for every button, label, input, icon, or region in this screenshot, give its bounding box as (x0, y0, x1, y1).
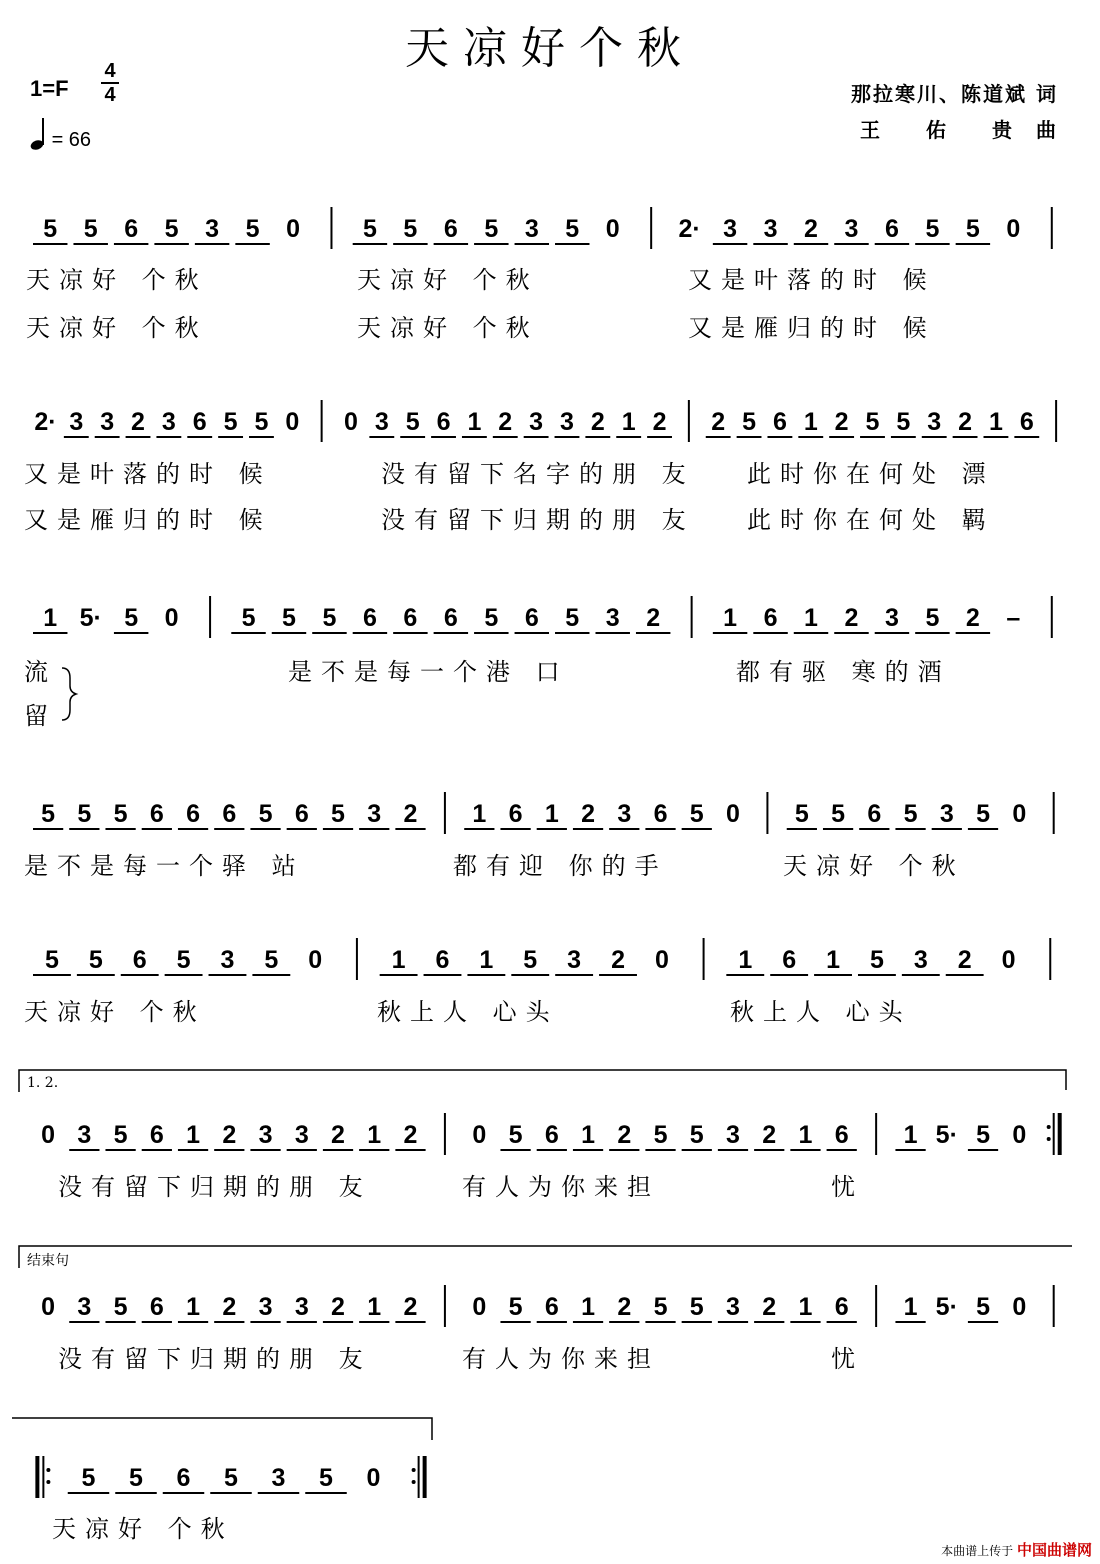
note: 3 (605, 604, 620, 632)
note: 5 (976, 1293, 990, 1321)
lyric-phrase: 有人为你来担 (462, 1173, 660, 1201)
note: 3 (726, 1293, 740, 1321)
lyric-brace (62, 668, 76, 720)
lyric-phrase: 没有留下名字的朋 友 (381, 460, 695, 488)
lyric-phrase: 又是叶落的时 候 (688, 266, 936, 294)
note: 6 (1019, 408, 1034, 436)
note: 2 (131, 408, 145, 436)
note: 3 (723, 215, 738, 243)
note: 0 (472, 1293, 487, 1321)
repeat-dot (412, 1480, 416, 1484)
lyric-phrase: 天凉好 个秋 (357, 314, 539, 342)
repeat-dot (1047, 1137, 1051, 1141)
lyric-phrase: 没有留下归期的朋 友 (58, 1173, 372, 1201)
note: 6 (436, 408, 451, 436)
volta-label: 1. 2. (27, 1075, 59, 1091)
watermark-brand: 中国曲谱网 (1016, 1541, 1092, 1559)
note: 1 (544, 800, 559, 828)
note: 6 (772, 408, 787, 436)
note: 3 (294, 1293, 309, 1321)
note: 5 (508, 1121, 523, 1149)
note: 6 (508, 800, 523, 828)
note: 2 (331, 1121, 345, 1149)
lyric-phrase: 天凉好 个秋 (26, 266, 208, 294)
note: 5 (113, 800, 128, 828)
note: 5 (865, 408, 880, 436)
note: 0 (343, 408, 358, 436)
note: 5 (245, 215, 260, 243)
time-signature-bottom: 4 (104, 84, 116, 106)
repeat-dot (412, 1468, 416, 1472)
note: 6 (192, 408, 207, 436)
note: 5 (689, 800, 704, 828)
lyricist-credit: 那拉寒川、陈道斌 词 (851, 82, 1058, 106)
note: 1 (581, 1293, 596, 1321)
note: 2 (834, 408, 849, 436)
note: 0 (605, 215, 620, 243)
note: 3 (524, 215, 539, 243)
note: 5 (653, 1293, 668, 1321)
note: 6 (443, 215, 458, 243)
note: 2 (222, 1121, 237, 1149)
note: 5 (223, 408, 238, 436)
note: 2 (581, 800, 596, 828)
lyric-phrase: 天凉好 个秋 (52, 1515, 234, 1543)
note: 2 (611, 946, 625, 974)
note: 5 (264, 946, 279, 974)
watermark (941, 1539, 1092, 1560)
note: 3 (69, 408, 84, 436)
note: 2 (403, 1293, 418, 1321)
time-signature-top: 4 (104, 60, 116, 82)
lyric-phrase: 又是雁归的时 候 (688, 314, 936, 342)
note: 2 (403, 800, 418, 828)
lyric-phrase: 此时你在何处 漂 (747, 460, 995, 488)
note: 5 (124, 604, 139, 632)
composer-credit: 王 佑 贵 曲 (860, 118, 1058, 142)
note: 5 (565, 215, 580, 243)
note: 5 (129, 1464, 143, 1492)
note: 6 (403, 604, 418, 632)
note: 1 (903, 1121, 918, 1149)
note: 2 (804, 215, 818, 243)
note: 2 (646, 604, 661, 632)
note: 6 (222, 800, 237, 828)
note: 1 (367, 1121, 382, 1149)
lyric-phrase: 有人为你来担 (462, 1345, 660, 1373)
note: 1 (738, 946, 753, 974)
lyric-phrase: 没有留下归期的朋 友 (381, 506, 695, 534)
note: 2 (403, 1121, 418, 1149)
ending-label: 结束句 (27, 1253, 69, 1269)
note: 5 (653, 1121, 668, 1149)
note: 5 (976, 800, 990, 828)
note: 6 (782, 946, 797, 974)
note: 5 (176, 946, 191, 974)
note: 1 (186, 1121, 201, 1149)
note: 3 (763, 215, 778, 243)
note: 5 (869, 946, 884, 974)
repeat-dot (1047, 1125, 1051, 1129)
note: 2 (222, 1293, 237, 1321)
lyric-phrase: 是不是每一个驿 站 (24, 852, 305, 880)
note: 3 (367, 800, 382, 828)
note: 3 (913, 946, 928, 974)
note: 0 (654, 946, 669, 974)
note: 5 (903, 800, 918, 828)
note: 3 (617, 800, 632, 828)
note: 3 (529, 408, 544, 436)
note: 5 (484, 215, 499, 243)
note: 5 (44, 946, 59, 974)
note: 3 (884, 604, 899, 632)
lyric-phrase: 秋上人 心头 (730, 998, 912, 1026)
note: 1 (43, 604, 58, 632)
lyric-phrase: 秋上人 心头 (377, 998, 559, 1026)
lyric-phrase: 忧 (831, 1345, 864, 1373)
watermark-prefix: 本曲谱上传于 (941, 1544, 1014, 1558)
note: 2 (844, 604, 859, 632)
note: 0 (726, 800, 740, 828)
note: 2 (762, 1121, 777, 1149)
note: – (1006, 604, 1021, 632)
note: 0 (1012, 1121, 1027, 1149)
ending-bracket (19, 1246, 1072, 1268)
note: 1 (826, 946, 840, 974)
note: 1 (391, 946, 406, 974)
note: 3 (844, 215, 859, 243)
note: 6 (443, 604, 458, 632)
note: 6 (362, 604, 377, 632)
note: 2 (711, 408, 726, 436)
note: 0 (1006, 215, 1021, 243)
lyric-phrase: 留 (24, 702, 57, 730)
lyric-phrase: 忧 (831, 1173, 864, 1201)
note: 5 (976, 1121, 990, 1149)
note: 1 (621, 408, 636, 436)
note: 1 (367, 1293, 382, 1321)
note: 5 (484, 604, 499, 632)
note: 3 (374, 408, 389, 436)
note: 6 (544, 1293, 559, 1321)
note: 5· (935, 1121, 958, 1149)
note: 1 (798, 1121, 813, 1149)
lyric-phrase: 没有留下归期的朋 友 (58, 1345, 372, 1373)
note: 3 (258, 1293, 273, 1321)
note: 5 (742, 408, 757, 436)
note: 0 (164, 604, 179, 632)
note: 6 (132, 946, 147, 974)
repeat-bracket (12, 1418, 432, 1440)
note: 5 (113, 1293, 128, 1321)
key-signature: 1=F (30, 76, 69, 101)
note: 2 (590, 408, 605, 436)
note: 3 (77, 1293, 92, 1321)
note: 6 (124, 215, 139, 243)
note: 3 (927, 408, 942, 436)
lyric-phrase: 此时你在何处 羁 (747, 506, 995, 534)
note: 5 (322, 604, 337, 632)
note: 5 (689, 1121, 704, 1149)
volta-bracket (19, 1070, 1066, 1092)
note: 6 (834, 1121, 849, 1149)
note: 1 (723, 604, 738, 632)
note: 3 (294, 1121, 309, 1149)
note: 0 (41, 1121, 56, 1149)
note: 5 (77, 800, 92, 828)
note: 3 (726, 1121, 740, 1149)
note: 5 (362, 215, 377, 243)
note: 1 (186, 1293, 201, 1321)
note: 6 (884, 215, 899, 243)
note: 5 (965, 215, 980, 243)
note: 5 (43, 215, 58, 243)
note: 1 (467, 408, 482, 436)
note: 5 (925, 604, 940, 632)
note: 6 (186, 800, 201, 828)
note: 6 (149, 1293, 164, 1321)
note: 5 (689, 1293, 704, 1321)
note: 6 (294, 800, 309, 828)
note: 1 (903, 1293, 918, 1321)
note: 5 (282, 604, 296, 632)
note: 2· (678, 215, 701, 243)
note: 5 (508, 1293, 523, 1321)
note: 6 (435, 946, 450, 974)
note: 0 (366, 1464, 381, 1492)
note: 6 (544, 1121, 559, 1149)
note: 1 (988, 408, 1003, 436)
note: 5 (925, 215, 940, 243)
note: 5 (831, 800, 846, 828)
note: 5· (79, 604, 102, 632)
note: 2 (965, 604, 980, 632)
note: 3 (161, 408, 176, 436)
note: 2 (957, 946, 972, 974)
repeat-dot (46, 1468, 50, 1472)
note: 5 (81, 1464, 96, 1492)
note: 0 (1012, 1293, 1027, 1321)
note: 2· (34, 408, 57, 436)
note: 2 (652, 408, 667, 436)
note: 5 (224, 1464, 238, 1492)
note: 5 (113, 1121, 128, 1149)
note: 6 (653, 800, 668, 828)
lyric-phrase: 流 (24, 658, 57, 686)
note: 5 (405, 408, 420, 436)
note: 5 (896, 408, 911, 436)
note: 3 (271, 1464, 286, 1492)
note: 3 (100, 408, 115, 436)
note: 5 (88, 946, 103, 974)
lyric-phrase: 都有驱 寒的酒 (736, 658, 951, 686)
note: 3 (567, 946, 582, 974)
note: 2 (498, 408, 513, 436)
note: 3 (205, 215, 220, 243)
lyric-phrase: 都有迎 你的手 (453, 852, 668, 880)
note: 0 (308, 946, 323, 974)
note: 2 (617, 1293, 632, 1321)
note: 5 (523, 946, 538, 974)
lyric-phrase: 又是叶落的时 候 (24, 460, 272, 488)
note: 5 (41, 800, 56, 828)
note: 5 (331, 800, 345, 828)
lyric-phrase: 天凉好 个秋 (26, 314, 208, 342)
note: 5· (935, 1293, 958, 1321)
note: 1 (803, 408, 818, 436)
note: 5 (258, 800, 273, 828)
note: 6 (834, 1293, 849, 1321)
note: 2 (331, 1293, 345, 1321)
note: 2 (762, 1293, 777, 1321)
note: 0 (1012, 800, 1027, 828)
lyric-phrase: 天凉好 个秋 (24, 998, 206, 1026)
note: 0 (285, 408, 300, 436)
note: 5 (254, 408, 269, 436)
page-title: 天凉好个秋 (405, 23, 695, 74)
lyric-phrase: 天凉好 个秋 (357, 266, 539, 294)
note: 6 (176, 1464, 191, 1492)
note: 5 (164, 215, 179, 243)
note: 2 (958, 408, 973, 436)
note: 6 (867, 800, 882, 828)
repeat-dot (46, 1480, 50, 1484)
note: 3 (77, 1121, 92, 1149)
note: 5 (319, 1464, 333, 1492)
note: 3 (258, 1121, 273, 1149)
note: 6 (524, 604, 539, 632)
lyric-phrase: 天凉好 个秋 (783, 852, 965, 880)
note: 3 (220, 946, 235, 974)
note: 5 (83, 215, 98, 243)
note: 5 (794, 800, 809, 828)
note: 3 (560, 408, 574, 436)
note: 0 (41, 1293, 56, 1321)
note: 5 (241, 604, 256, 632)
note: 2 (617, 1121, 632, 1149)
note: 6 (149, 800, 164, 828)
note: 1 (798, 1293, 813, 1321)
note: 0 (1001, 946, 1016, 974)
tempo-value: = 66 (51, 129, 92, 151)
note: 0 (472, 1121, 487, 1149)
note: 3 (939, 800, 954, 828)
note: 1 (804, 604, 818, 632)
note: 6 (763, 604, 778, 632)
note: 5 (565, 604, 580, 632)
note: 6 (149, 1121, 164, 1149)
lyric-phrase: 又是雁归的时 候 (24, 506, 272, 534)
note: 1 (472, 800, 487, 828)
note: 1 (581, 1121, 596, 1149)
note: 5 (403, 215, 418, 243)
lyric-phrase: 是不是每一个港 口 (288, 658, 569, 686)
note: 1 (479, 946, 494, 974)
note: 0 (286, 215, 300, 243)
